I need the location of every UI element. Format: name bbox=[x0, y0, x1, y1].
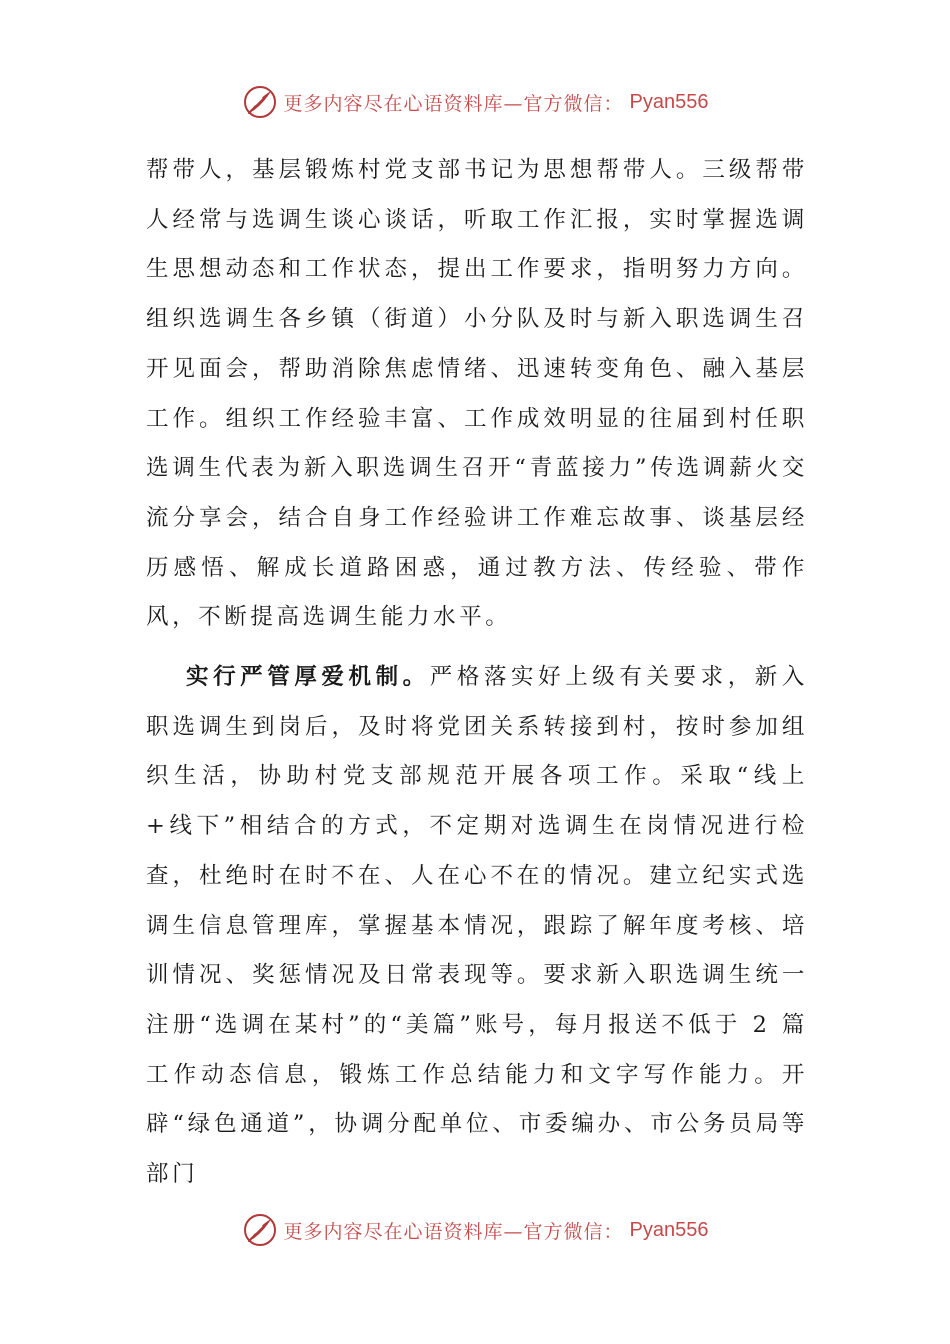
footer-banner-text: 更多内容尽在心语资料库—官方微信： bbox=[283, 1220, 624, 1243]
footer-banner bbox=[0, 1210, 950, 1250]
paragraph-1-text: 帮带人，基层锻炼村党支部书记为思想帮带人。三级帮带人经常与选调生谈心谈话，听取工作汇报，实时掌握选调生思想动态和工作状态，提出工作要求，指明努力方向。组织选调生各乡镇（街道）小分队及时与新入职选调生召开见面会，帮助消除焦虑情绪、迅速转变角色、融入基层工作。组织工作经验丰富、工作成效明显的往届到村任职选调生代表为新入职选调生召开“青蓝接力”传选调薪火交流分享会，结合自身工作经验讲工作难忘故事、谈基层经历感悟、解成长道路困惑，通过教方法、传经验、带作风，不断提高选调生能力水平。 bbox=[146, 157, 808, 631]
paragraph-2-text: 严格落实好上级有关要求，新入职选调生到岗后，及时将党团关系转接到村，按时参加组织生活，协助村党支部规范开展各项工作。采取“线上+线下”相结合的方式，不定期对选调生在岗情况进行检查，杜绝时在时不在、人在心不在的情况。建立纪实式选调生信息管理库，掌握基本情况，跟踪了解年度考核、培训情况、奖惩情况及日常表现等。要求新入职选调生统一注册“选调在某村”的“美篇”账号，每月报送不低于 2 篇工作动态信息，锻炼工作总结能力和文字写作能力。开辟“绿色通道”，协调分配单位、市委编办、市公务员局等部门 bbox=[146, 664, 808, 1188]
paragraph-2 bbox=[146, 653, 808, 1200]
paragraph-2-lead: 实行严管厚爱机制。 bbox=[186, 664, 430, 691]
footer-wechat-id: Pyan556 bbox=[629, 1218, 709, 1241]
document-body bbox=[146, 146, 808, 1200]
quill-pen-icon bbox=[242, 84, 278, 120]
paragraph-1 bbox=[146, 146, 808, 643]
header-banner-text: 更多内容尽在心语资料库—官方微信： bbox=[283, 92, 624, 115]
quill-pen-icon bbox=[242, 1212, 278, 1248]
header-banner bbox=[0, 82, 950, 122]
header-wechat-id: Pyan556 bbox=[629, 90, 709, 113]
